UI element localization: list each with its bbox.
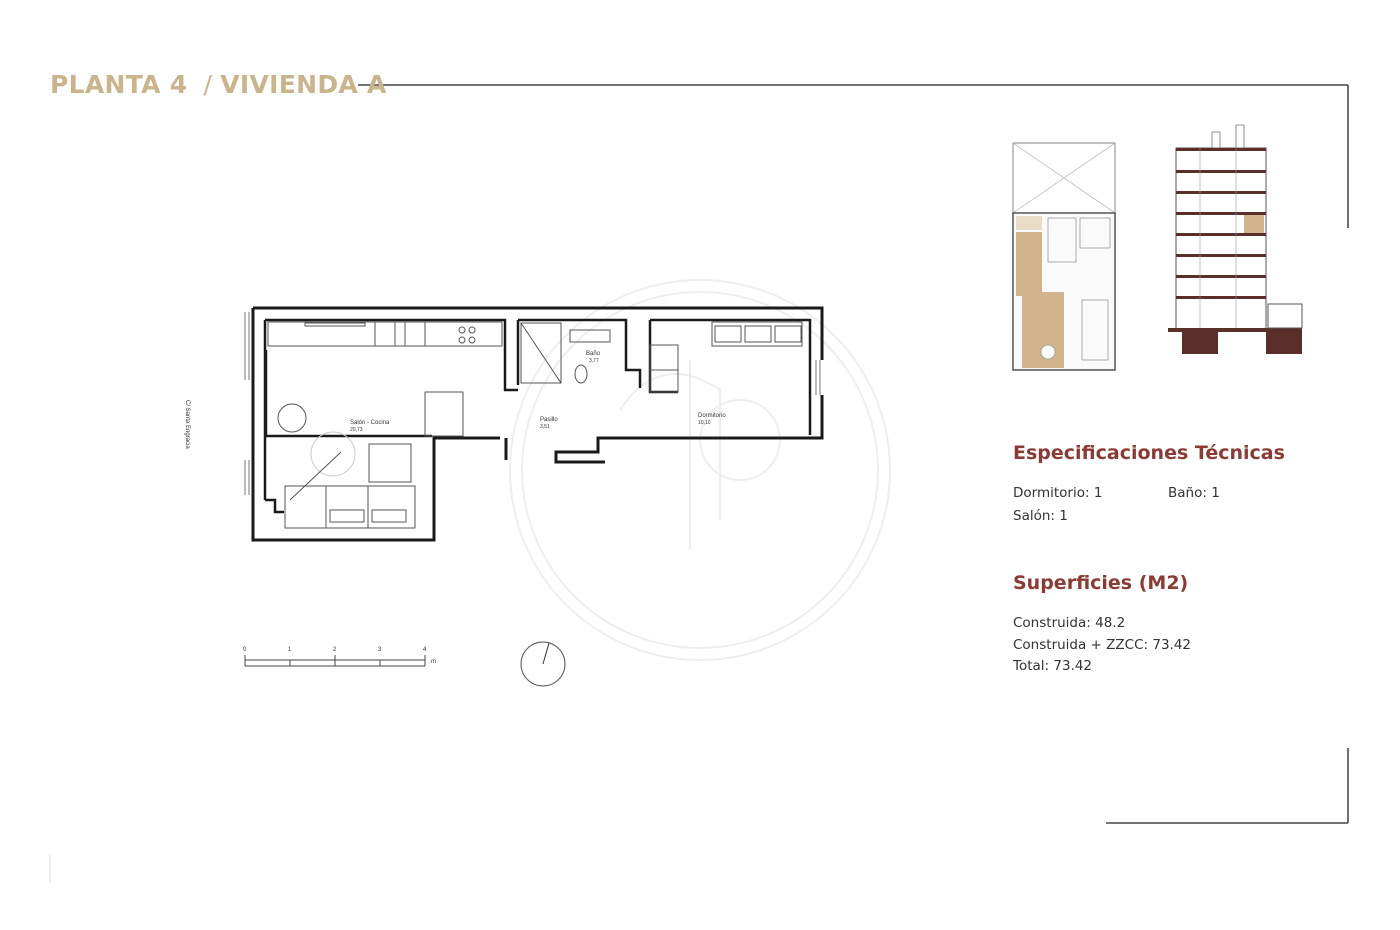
room-area-bano: 3,77: [589, 358, 599, 364]
scale-unit: m: [431, 659, 436, 665]
room-name-dormitorio: Dormitorio: [698, 413, 726, 419]
surface-total: Total: 73.42: [1013, 658, 1093, 674]
room-area-pasillo: 3,51: [540, 424, 550, 430]
room-area-salon: 20,73: [350, 427, 363, 433]
room-area-dormitorio: 10,10: [698, 420, 711, 426]
scale-tick-2: 2: [333, 647, 337, 653]
room-name-bano: Baño: [586, 351, 601, 357]
floor-label: PLANTA 4: [50, 70, 188, 99]
spec-bano: Baño: 1: [1168, 485, 1220, 501]
spec-dormitorio: Dormitorio: 1: [1013, 485, 1103, 501]
scale-tick-1: 1: [288, 647, 292, 653]
surface-construida-zzcc: Construida + ZZCC: 73.42: [1013, 637, 1191, 653]
room-name-pasillo: Pasillo: [540, 417, 558, 423]
scale-tick-3: 3: [378, 647, 382, 653]
unit-label: VIVIENDA A: [220, 70, 387, 99]
scale-tick-0: 0: [243, 647, 247, 653]
scale-tick-4: 4: [423, 647, 427, 653]
room-name-salon: Salón - Cocina: [350, 420, 390, 426]
specs-heading: Especificaciones Técnicas: [1013, 442, 1285, 464]
floor-location-thumbnail: [1013, 143, 1115, 370]
spec-salon: Salón: 1: [1013, 508, 1068, 524]
surfaces-heading: Superficies (M2): [1013, 572, 1189, 594]
surface-construida: Construida: 48.2: [1013, 615, 1126, 631]
title-separator: /: [203, 70, 213, 99]
building-section-thumbnail: [1168, 125, 1302, 354]
street-label: C/ Santa Engracia: [184, 400, 190, 449]
